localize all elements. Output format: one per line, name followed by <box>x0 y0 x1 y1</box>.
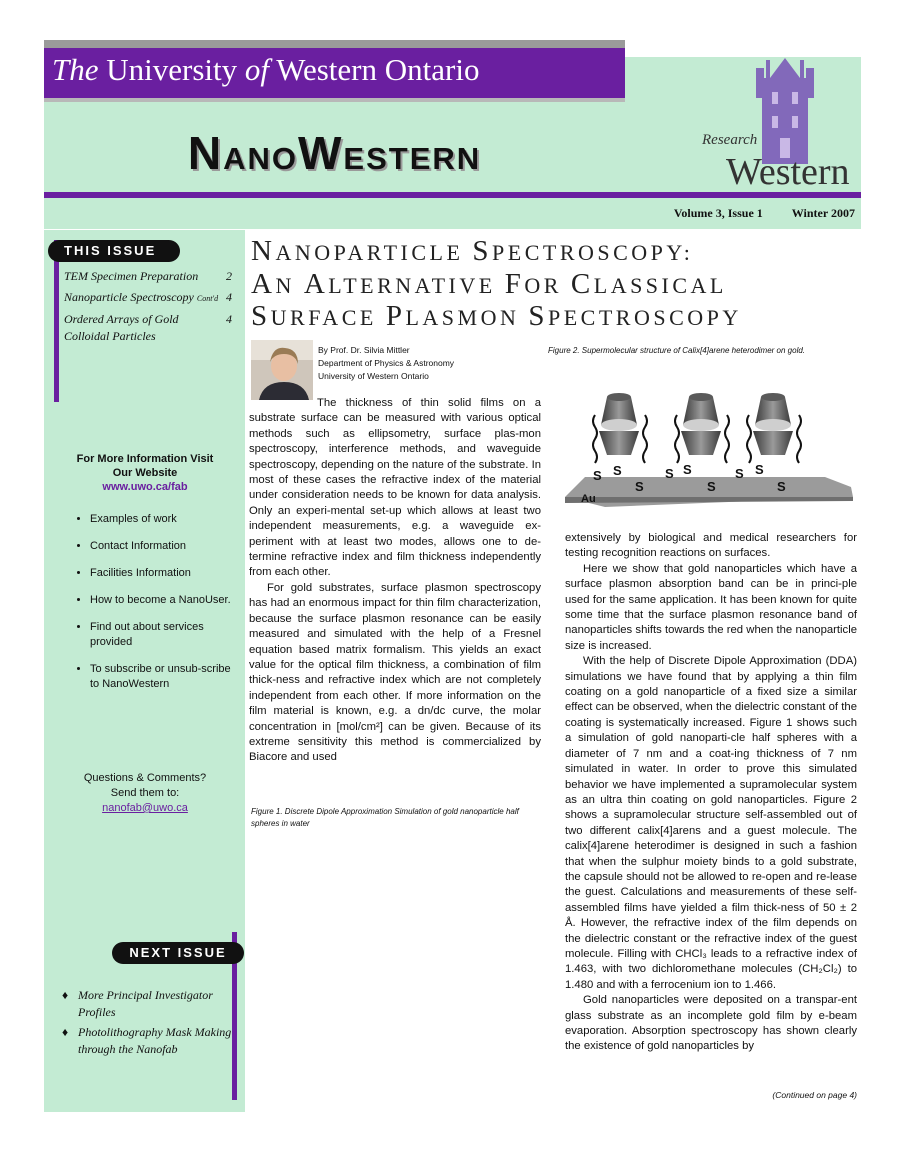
toc-item[interactable] <box>64 311 194 345</box>
sulphur-label: S <box>613 463 622 478</box>
this-issue-label: THIS ISSUE <box>48 240 180 262</box>
header-gray-rule <box>44 40 625 48</box>
research-western-logo <box>700 58 858 190</box>
university-name-the: The <box>52 52 99 87</box>
author-name: By Prof. Dr. Silvia Mittler <box>318 345 410 355</box>
next-issue-label: NEXT ISSUE <box>112 942 244 964</box>
figure-2-caption: Figure 2. Supermolecular structure of Calix[4]arene heterodimer on gold. <box>548 346 806 355</box>
paragraph: With the help of Discrete Dipole Approximation (DDA) simulations we have found that by applying a thin film coating on a gold nanoparticle of a fixed size a similar effect can be observed, when the dielectric constant of the coating is systematically increased. Figure 1 shows such a simulation of gold nanoparti-cle half spheres with a diameter of 7 nm and a coat-ing thickness of 7 nm simulated in water. In order to prove this simulated behavior we have implemented a supramolecular system as an ultra thin coating on gold nanoparticles. Figure 2 shows a supramolecular structure self-assembled out of two different calix[4]arens and a guest molecule. The calix[4]arene heterodimer is designed in such a fashion that when the sulphur moiety binds to a gold substrate, the capsule should not be allowed to re-open and re-lease the guest. Calculations and measurements of these self-assembled films have yielded a film thick-ness of 50 ± 2 Å. However, the refractive index of the film depends on the dielectric constant or the refractive index of the guest molecule. Filling with CHCl₃ leads to a refractive index of 1.463, with two dichloromethane molecules (CH₂Cl₂) to 1.480 and with a ferrocenium ion to 1.466. <box>565 655 857 991</box>
list-item: • Examples of work <box>90 512 235 527</box>
list-item: • Find out about services provided <box>90 620 235 650</box>
article-title-line: AN ALTERNATIVE FOR CLASSICAL <box>251 267 727 300</box>
next-issue-item-text: Photolithography Mask Making through the Nanofab <box>78 1025 232 1056</box>
newsletter-title <box>44 126 625 180</box>
toc-item-title: Nanoparticle Spectroscopy <box>64 290 194 304</box>
article-title-line: NANOPARTICLE SPECTROSCOPY: <box>251 235 694 267</box>
next-issue-item <box>62 987 232 1021</box>
author-byline <box>318 344 454 383</box>
visit-line-1: For More Information Visit <box>76 453 214 465</box>
newsletter-title-text: NANOWESTERN <box>187 127 482 179</box>
toc-item[interactable] <box>64 289 240 307</box>
diamond-bullet-icon: ♦ <box>62 988 69 1002</box>
toc-item[interactable] <box>64 268 240 285</box>
university-name-of: of <box>244 52 269 87</box>
volume-number: Volume 3, Issue 1 <box>673 206 763 220</box>
sulphur-label: S <box>665 466 674 481</box>
toc-item-page: 4 <box>226 312 232 326</box>
article-column-2 <box>565 531 857 1055</box>
sulphur-label: S <box>755 462 764 477</box>
continued-note: (Continued on page 4) <box>772 1090 857 1100</box>
website-promo <box>60 452 230 494</box>
sulphur-label: S <box>593 468 602 483</box>
banner-shadow <box>44 98 625 102</box>
university-name-end: Western Ontario <box>276 52 480 87</box>
next-issue-item-text: More Principal Investigator Profiles <box>78 988 213 1019</box>
article-title-line: SURFACE PLASMON SPECTROSCOPY <box>251 300 742 332</box>
list-item: • Contact Information <box>90 539 235 554</box>
paragraph: extensively by biological and medical researchers for testing recognition reactions on surfaces. <box>565 532 857 560</box>
article-column-1 <box>249 396 541 766</box>
toc-item-suffix: Cont'd <box>196 294 219 303</box>
logo-western-text: Western <box>726 151 850 190</box>
questions-line-2: Send them to: <box>110 787 180 799</box>
sulphur-label: S <box>735 466 744 481</box>
gold-label: Au <box>581 493 596 505</box>
next-issue-item <box>62 1024 232 1058</box>
logo-research-text: Research <box>702 132 758 148</box>
paragraph: Gold nanoparticles were deposited on a transpar-ent glass substrate as an incomplete gold film by e-beam evaporation. Absorption spectroscopy has shown clearly the existence of gold nanoparticles by <box>565 994 857 1053</box>
list-item: • To subscribe or unsub-scribe to NanoWestern <box>90 662 235 692</box>
article-title <box>251 236 861 334</box>
questions-line-1: Questions & Comments? <box>83 772 207 784</box>
sulphur-label: S <box>635 479 644 494</box>
sulphur-label: S <box>707 479 716 494</box>
paragraph: The thickness of thin solid films on a substrate surface can be measured with various optical methods such as ellipsometry, surface plas-mon spectroscopy, interference methods, and waveguide spectroscopy, depending on the nature of the substrate. In most of these cases the refractive index of the material under consideration needs to be known for data analysis. Only an experi-mental set-up which allows at least two independent measurements, e.g. a waveguide ex-periment with at least two modes, allows one to de-termine refractive index and film thickness independently from each other. <box>249 397 541 579</box>
issue-info <box>648 206 855 221</box>
list-item: • How to become a NanoUser. <box>90 593 235 608</box>
sidebar-accent-bar-top <box>54 240 59 402</box>
toc-item-page: 4 <box>226 290 232 304</box>
author-institution: University of Western Ontario <box>318 371 429 381</box>
university-name <box>52 52 479 88</box>
website-link[interactable]: www.uwo.ca/fab <box>102 481 188 493</box>
university-name-main: University <box>106 52 238 87</box>
email-link[interactable]: nanofab@uwo.ca <box>102 802 188 814</box>
toc-item-title: TEM Specimen Preparation <box>64 269 199 283</box>
paragraph: Here we show that gold nanoparticles which have a surface plasmon absorption band can be in princi-ple used for the same application. It has been known for quite some time that the surface plasmon resonance band of nanoparticles shifts towards the red when the nanoparticle size is increased. <box>565 562 857 652</box>
header-purple-rule <box>44 192 861 198</box>
list-item: • Facilities Information <box>90 566 235 581</box>
issue-season: Winter 2007 <box>791 206 855 220</box>
toc-item-page: 2 <box>226 269 232 283</box>
calixarene-capsules <box>599 393 793 455</box>
figure-1-caption: Figure 1. Discrete Dipole Approximation Simulation of gold nanoparticle half spheres in water <box>251 807 519 828</box>
paragraph: For gold substrates, surface plasmon spectroscopy has had an enormous impact for thin film characterization, because the surface plasmon resonance can be easily measured and simulated with the help of a Fresnel equation based matrix formalism. This yields an exact value for the optical film thickness, a combination of film thick-ness and refractive index which are not completely independent from each other. If more information on the film material is known, e.g. a dn/dc curve, the molar concentration in [mol/cm²] can be given. Because of its extreme sensitivity this method is commercialized by Biacore and used <box>249 581 541 764</box>
figure-2-illustration <box>565 375 855 510</box>
website-features-list <box>60 512 235 704</box>
visit-line-2: Our Website <box>112 467 178 479</box>
sulphur-label: S <box>777 479 786 494</box>
author-photo <box>251 340 313 400</box>
sulphur-label: S <box>683 462 692 477</box>
author-department: Department of Physics & Astronomy <box>318 358 455 368</box>
diamond-bullet-icon: ♦ <box>62 1025 69 1039</box>
contact-block <box>60 771 230 816</box>
toc-item-title: Ordered Arrays of Gold Colloidal Particles <box>64 312 179 343</box>
